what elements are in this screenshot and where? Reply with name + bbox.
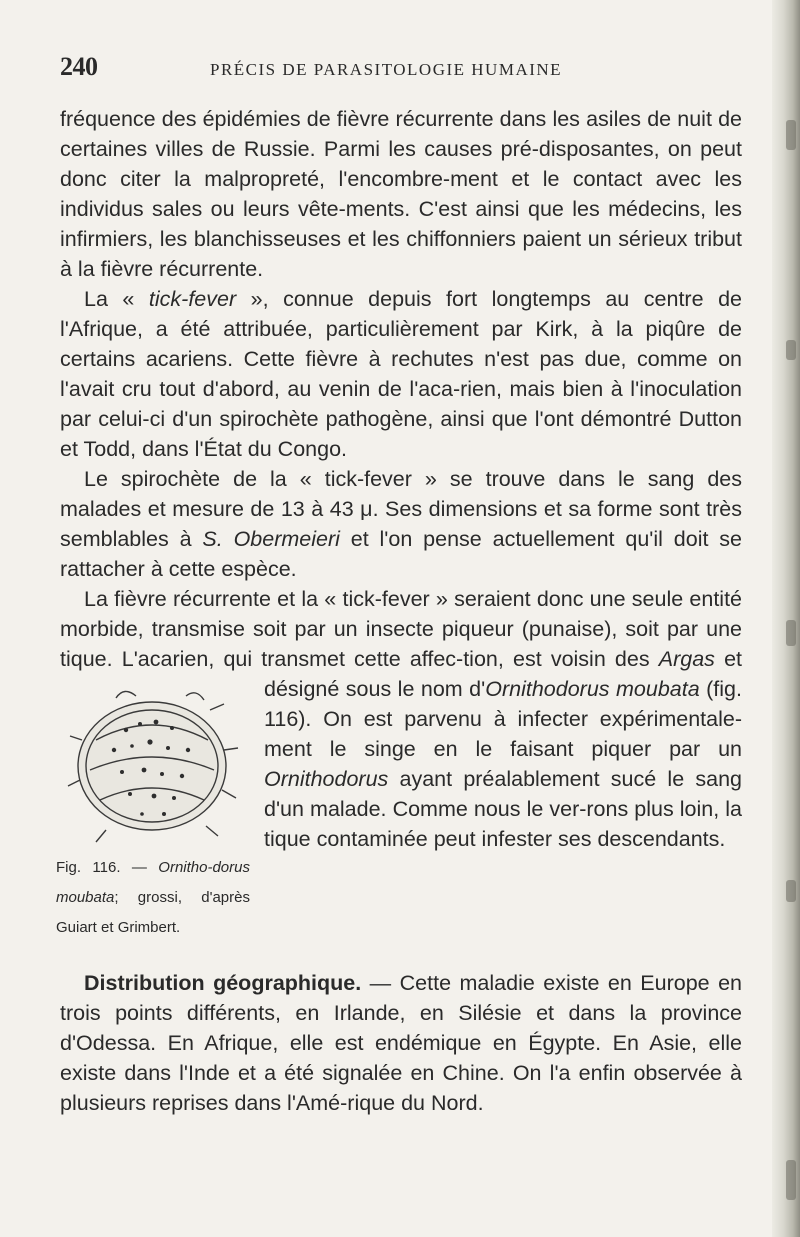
section-heading: Distribution géographique. — [84, 971, 362, 995]
tick-illustration — [56, 680, 250, 850]
running-title: PRÉCIS DE PARASITOLOGIE HUMAINE — [210, 60, 563, 79]
paragraph-distribution: Distribution géographique. — Cette maladie existe en Europe en trois points différents, en Irlande, en Silésie et dans la province d'Odessa. En Afrique, elle est endémique en Égypte. En Asie, elle existe dans l'Inde et a été signalée en Chine. On l'a enfin observée à plusieurs reprises dans l'Amé-rique du Nord. — [60, 971, 742, 1115]
running-head — [60, 52, 740, 82]
paragraph-2: La « tick-fever », connue depuis fort longtemps au centre de l'Afrique, a été attribuée, particulièrement par Kirk, à la piqûre de certains acariens. Cette fièvre à rechutes n'est pas due, comme on l'avait cru tout d'abord, au venin de l'aca-rien, mais bien à l'inoculation par celui-ci d'un spirochète pathogène, ainsi que l'ont démontré Dutton et Todd, dans l'État du Congo. — [60, 287, 742, 461]
paragraph-1: fréquence des épidémies de fièvre récurrente dans les asiles de nuit de certaines villes de Russie. Parmi les causes pré-disposantes, on peut donc citer la malpropreté, l'encombre-ment et le contact avec les individus sales ou leurs vête-ments. C'est ainsi que les médecins, les infirmiers, les blanchisseuses et les chiffonniers paient un sérieux tribut à la fièvre récurrente. — [60, 107, 742, 281]
body-text — [56, 104, 742, 1118]
figure-116 — [56, 680, 250, 940]
page-edge-shadow — [772, 0, 800, 1237]
figure-caption: Fig. 116. — Ornitho-dorus moubata; grossi, d'après Guiart et Grimbert. — [56, 859, 250, 936]
paragraph-3: Le spirochète de la « tick-fever » se trouve dans le sang des malades et mesure de 13 à 43 μ. Ses dimensions et sa forme sont très semblables à S. Obermeieri et l'on pense actuellement qu'il doit se rattacher à cette espèce. — [60, 467, 742, 581]
page-number: 240 — [60, 52, 98, 81]
paragraph-4: La fièvre récurrente et la « tick-fever » seraient donc une seule entité morbide, transmise soit par un insecte piqueur (punaise), soit par une tique. L'acarien, qui transmet cette affec-tion, est voisin des Fig. 116. — Ornitho-dorus moubata; grossi, d'après Guiart et Grimbert. Argas et désigné sous le nom d'Ornithodorus moubata (fig. 116). On est parvenu à infecter expérimentale-ment le singe en le faisant piquer par un Ornithodorus ayant préalablement sucé le sang d'un malade. Comme nous le ver-rons plus loin, la tique contaminée peut infester ses descendants. — [60, 584, 742, 854]
